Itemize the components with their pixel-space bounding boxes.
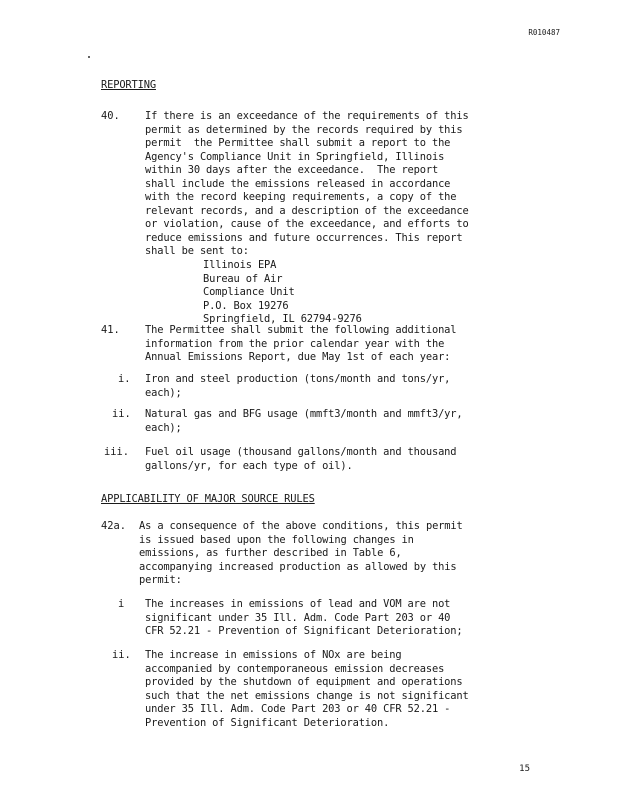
item-41-sub-iii-line: gallons/yr, for each type of oil). [145,459,353,472]
item-40-line: If there is an exceedance of the requirements of this [145,110,469,122]
address-line: Springfield, IL 62794-9276 [203,313,362,325]
address-line: Compliance Unit [203,286,295,298]
item-41-sub-i-line: each); [145,386,182,399]
item-42a-number: 42a. [101,520,127,532]
item-40-number: 40. [101,110,120,122]
item-40-line: or violation, cause of the exceedance, and efforts to [145,218,469,230]
item-42a-sub-i-line: The increases in emissions of lead and VOM are not [145,598,451,610]
item-40-line: permit as determined by the records required by this [145,123,463,136]
item-42a-line: is issued based upon the following changes in [139,533,414,546]
document-id-stamp: R010487 [528,28,560,37]
page-number: 15 [519,764,530,774]
item-41-line: Annual Emissions Report, due May 1st of each year: [145,351,451,363]
item-42a-sub-ii-line: accompanied by contemporaneous emission decreases [145,662,445,675]
item-40-line: shall include the emissions released in accordance [145,177,451,190]
item-41-number: 41. [101,324,120,336]
item-40-line: Agency's Compliance Unit in Springfield, Illinois [145,150,445,163]
address-line: P.O. Box 19276 [203,299,289,312]
item-41-sub-i-number: i. [118,373,131,385]
item-40-line: permit the Permittee shall submit a report to the [145,137,451,149]
item-40-line: shall be sent to: [145,245,249,257]
item-40-line: with the record keeping requirements, a copy of the [145,191,457,203]
item-40-line: relevant records, and a description of the exceedance [145,204,469,217]
item-41-sub-ii-line: Natural gas and BFG usage (mmft3/month and mmft3/yr, [145,408,463,420]
item-42a-sub-ii-line: under 35 Ill. Adm. Code Part 203 or 40 CFR 52.21 - [145,703,451,715]
item-41-sub-ii-line: each); [145,421,182,434]
item-42a-sub-ii-line: such that the net emissions change is not significant [145,689,469,702]
address-line: Illinois EPA [203,259,277,271]
item-42a-sub-i-line: CFR 52.21 - Prevention of Significant Deterioration; [145,625,463,637]
item-41-sub-ii-number: ii. [112,408,131,420]
item-41-line: The Permittee shall submit the following additional [145,324,457,336]
item-42a-sub-ii-line: Prevention of Significant Deterioration. [145,716,390,729]
item-40-line: reduce emissions and future occurrences. This report [145,231,463,244]
address-line: Bureau of Air [203,272,283,285]
item-42a-line: permit: [139,574,182,586]
item-41-sub-iii-number: iii. [104,446,130,458]
item-41-line: information from the prior calendar year with the [145,337,445,350]
item-42a-sub-ii-number: ii. [112,649,131,661]
item-42a-line: emissions, as further described in Table 6, [139,547,402,559]
item-41-sub-i-line: Iron and steel production (tons/month and tons/yr, [145,373,451,385]
item-42a-sub-ii-line: The increase in emissions of NOx are being [145,649,402,661]
reporting-heading: REPORTING [101,79,156,91]
scan-speck [88,56,90,58]
item-42a-line: As a consequence of the above conditions, this permit [139,520,463,532]
applicability-heading: APPLICABILITY OF MAJOR SOURCE RULES [101,493,315,505]
item-41-sub-iii-line: Fuel oil usage (thousand gallons/month and thousand [145,446,457,458]
item-42a-sub-ii-line: provided by the shutdown of equipment and operations [145,676,463,688]
item-40-line: within 30 days after the exceedance. The report [145,164,439,176]
item-42a-sub-i-number: i [118,598,125,610]
item-42a-line: accompanying increased production as allowed by this [139,560,457,573]
item-42a-sub-i-line: significant under 35 Ill. Adm. Code Part 203 or 40 [145,611,451,624]
